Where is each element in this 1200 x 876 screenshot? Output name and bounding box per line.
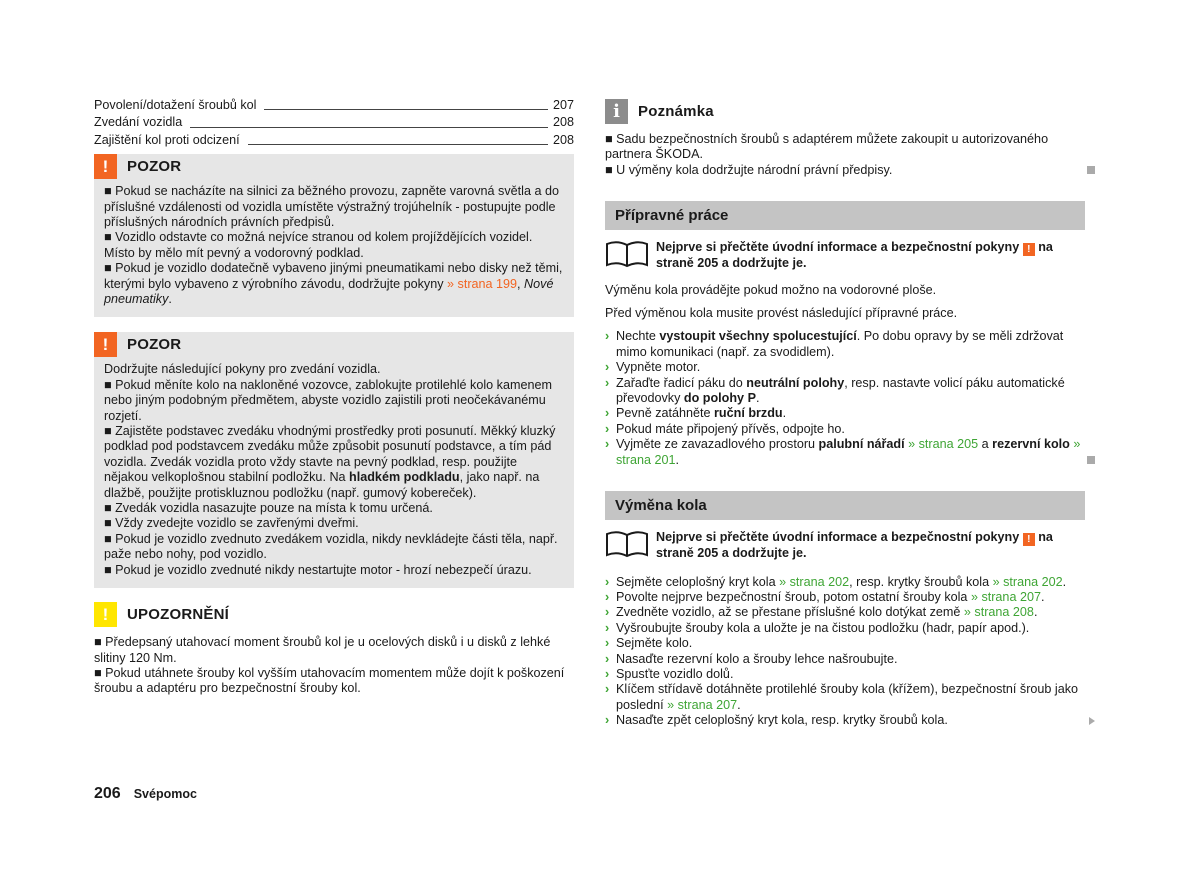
page-footer [94, 786, 197, 802]
preparation-section [605, 201, 1085, 468]
step-item: › Nechte vystoupit všechny spolucestující. Po dobu opravy by se měli zdržovat mimo komunikaci (např. za svodidlem). [605, 329, 1064, 359]
wheel-change-section [605, 491, 1085, 728]
step-item: › Nasaďte zpět celoplošný kryt kola, resp. krytky šroubů kola. [605, 713, 948, 728]
page-link[interactable]: » strana 202 [992, 574, 1063, 589]
warning-box-hazard-lights [94, 154, 574, 317]
caution-icon: ! [94, 602, 117, 627]
chevron-right-icon: › [605, 574, 610, 589]
continued-arrow-icon [1089, 717, 1095, 725]
step-item: › Vypněte motor. [605, 360, 701, 375]
step-item: › Pevně zatáhněte ruční brzdu. [605, 406, 787, 421]
toc-entry-text: Zajištění kol proti odcizení [94, 132, 240, 147]
toc-entry-text: Povolení/dotažení šroubů kol [94, 97, 257, 112]
toc-entry-page: 208 [552, 132, 574, 147]
chevron-right-icon: › [605, 421, 610, 436]
page-link[interactable]: » strana 207 [970, 589, 1041, 604]
toc-leader-line [264, 109, 548, 110]
chevron-right-icon: › [605, 360, 610, 375]
warning-box-jacking [94, 332, 574, 588]
note-header [605, 99, 1085, 124]
warning-text: ■ Pokud se nacházíte na silnici za běžného provozu, zapněte varovná světla a do příslušné vzdálenosti od vozidla umístěte výstražný trojúhelník - postupujte podle příslušných národních právních předpisů. [104, 184, 559, 229]
step-item: › Sejměte kolo. [605, 636, 693, 651]
chevron-right-icon: › [605, 636, 610, 651]
warning-text: ■ Vždy zvedejte vozidlo se zavřenými dveřmi. [104, 516, 359, 531]
warning-text: ■ Zajistěte podstavec zvedáku vhodnými prostředky proti posunutí. Měkký kluzký podklad pod podstavcem zvedáku může způsobit posunutí podstavce, a tím pád vozidla. Zvedák vozidla proto vždy stavte na pevný podklad, resp. použijte nějakou velkoplošnou stabilní podložku. Na hladkém podkladu, jako např. na dlažbě, použijte protiskluznou podložku (např. gumový kobereček). [104, 424, 556, 500]
toc-list [94, 96, 574, 148]
step-item: › Klíčem střídavě dotáhněte protilehlé šrouby kola (křížem), bezpečnostní šroub jako poslední » strana 207. [605, 682, 1079, 712]
body-paragraph: Výměnu kola provádějte pokud možno na vodorovné ploše. [605, 282, 937, 297]
warning-title: POZOR [127, 336, 182, 354]
page-link[interactable]: » strana 201 [616, 437, 1081, 467]
step-item: › Zařaďte řadicí páku do neutrální polohy, resp. nastavte volicí páku automatické převodovky do polohy P. [605, 375, 1065, 406]
page-link[interactable]: » strana 208 [963, 605, 1034, 620]
toc-leader-line [248, 144, 548, 145]
warning-text: ■ Pokud měníte kolo na nakloněné vozovce, zablokujte protilehlé kolo kamenem nebo jiným podobným předmětem, abyste vozidlo zajistili proti neočekávanému rozjetí. [104, 377, 552, 423]
warning-title: POZOR [127, 157, 182, 175]
chevron-right-icon: › [605, 406, 610, 421]
chevron-right-icon: › [605, 682, 610, 697]
notice-section [94, 602, 574, 697]
read-first-note [605, 530, 1085, 561]
warning-icon: ! [94, 332, 117, 357]
read-first-text: Nejprve si přečtěte úvodní informace a bezpečnostní pokyny ! na straně 205 a dodržujte je. [656, 530, 1053, 561]
warning-box-header [94, 154, 564, 179]
read-first-note [605, 240, 1085, 271]
step-item: › Vyjměte ze zavazadlového prostoru palubní nářadí » strana 205 a rezervní kolo » strana 201. [605, 437, 1081, 467]
warning-intro: Dodržujte následující pokyny pro zvedání vozidla. [104, 362, 381, 377]
step-item: › Nasaďte rezervní kolo a šrouby lehce našroubujte. [605, 651, 898, 666]
step-item: › Zvedněte vozidlo, až se přestane příslušné kolo dotýkat země » strana 208. [605, 605, 1038, 620]
book-icon [605, 530, 649, 558]
note-text: ■ Sadu bezpečnostních šroubů s adaptérem můžete zakoupit u autorizovaného partnera ŠKODA. [605, 132, 1049, 162]
warning-icon: ! [94, 154, 117, 179]
note-section [605, 99, 1085, 178]
chevron-right-icon: › [605, 329, 610, 344]
toc-entry-page: 207 [552, 97, 574, 112]
section-end-marker [1087, 166, 1095, 174]
notice-title: UPOZORNĚNÍ [127, 605, 230, 623]
note-text: ■ U výměny kola dodržujte národní právní předpisy. [605, 162, 893, 177]
chevron-right-icon: › [605, 375, 610, 390]
section-heading: Výměna kola [605, 491, 1085, 520]
note-title: Poznámka [638, 102, 714, 120]
step-item: › Vyšroubujte šrouby kola a uložte je na čistou podložku (hadr, papír apod.). [605, 620, 1030, 635]
info-icon: i [605, 99, 628, 124]
page-number: 206 [94, 785, 121, 802]
book-icon [605, 240, 649, 268]
page-link[interactable]: » strana 205 [908, 437, 979, 452]
left-column [94, 96, 574, 697]
chapter-name: Svépomoc [133, 787, 197, 801]
warning-box-header [94, 332, 564, 357]
step-item: › Pokud máte připojený přívěs, odpojte ho. [605, 421, 845, 436]
warning-icon: ! [1023, 533, 1035, 546]
read-first-text: Nejprve si přečtěte úvodní informace a bezpečnostní pokyny ! na straně 205 a dodržujte je. [656, 240, 1053, 271]
section-heading: Přípravné práce [605, 201, 1085, 230]
section-end-marker [1087, 456, 1095, 464]
chevron-right-icon: › [605, 589, 610, 604]
chevron-right-icon: › [605, 605, 610, 620]
toc-entry[interactable] [94, 96, 574, 113]
body-paragraph: Před výměnou kola musite provést následující přípravné práce. [605, 306, 958, 321]
right-column [605, 99, 1085, 729]
step-item: › Sejměte celoplošný kryt kola » strana 202, resp. krytky šroubů kola » strana 202. [605, 574, 1067, 589]
toc-entry[interactable] [94, 113, 574, 130]
notice-text: ■ Pokud utáhnete šrouby kol vyšším utahovacím momentem může dojít k poškození šroubu a adaptéru pro bezpečnostní šrouby kol. [94, 665, 565, 696]
toc-entry[interactable] [94, 131, 574, 148]
warning-text: ■ Vozidlo odstavte co možná nejvíce stranou od kolem projíždějících vozidel. Místo by mělo mít pevný a vodorovný podklad. [104, 230, 533, 260]
toc-entry-page: 208 [552, 115, 574, 130]
warning-text: ■ Pokud je vozidlo dodatečně vybaveno jinými pneumatikami nebo disky než těmi, kterými bylo vybaveno z výrobního závodu, dodržujte pokyny » strana 199, Nové pneumatiky. [104, 261, 563, 307]
step-item: › Povolte nejprve bezpečnostní šroub, potom ostatní šrouby kola » strana 207. [605, 589, 1045, 604]
toc-leader-line [190, 127, 548, 128]
notice-header [94, 602, 574, 627]
page-link[interactable]: » strana 199 [447, 276, 518, 291]
warning-text: ■ Pokud je vozidlo zvednuto zvedákem vozidla, nikdy nevkládejte části těla, např. paže nebo nohy, pod vozidlo. [104, 531, 558, 562]
chevron-right-icon: › [605, 713, 610, 728]
chevron-right-icon: › [605, 666, 610, 681]
notice-text: ■ Předepsaný utahovací moment šroubů kol je u ocelových disků i u disků z lehké slitiny 120 Nm. [94, 635, 551, 665]
page-link[interactable]: » strana 202 [779, 574, 850, 589]
chevron-right-icon: › [605, 437, 610, 452]
page-link[interactable]: » strana 207 [667, 697, 738, 712]
toc-entry-text: Zvedání vozidla [94, 115, 183, 130]
step-item: › Spusťte vozidlo dolů. [605, 666, 734, 681]
chevron-right-icon: › [605, 620, 610, 635]
warning-icon: ! [1023, 243, 1035, 256]
warning-text: ■ Pokud je vozidlo zvednuté nikdy nestartujte motor - hrozí nebezpečí úrazu. [104, 562, 532, 577]
chevron-right-icon: › [605, 651, 610, 666]
warning-text: ■ Zvedák vozidla nasazujte pouze na místa k tomu určená. [104, 501, 433, 516]
